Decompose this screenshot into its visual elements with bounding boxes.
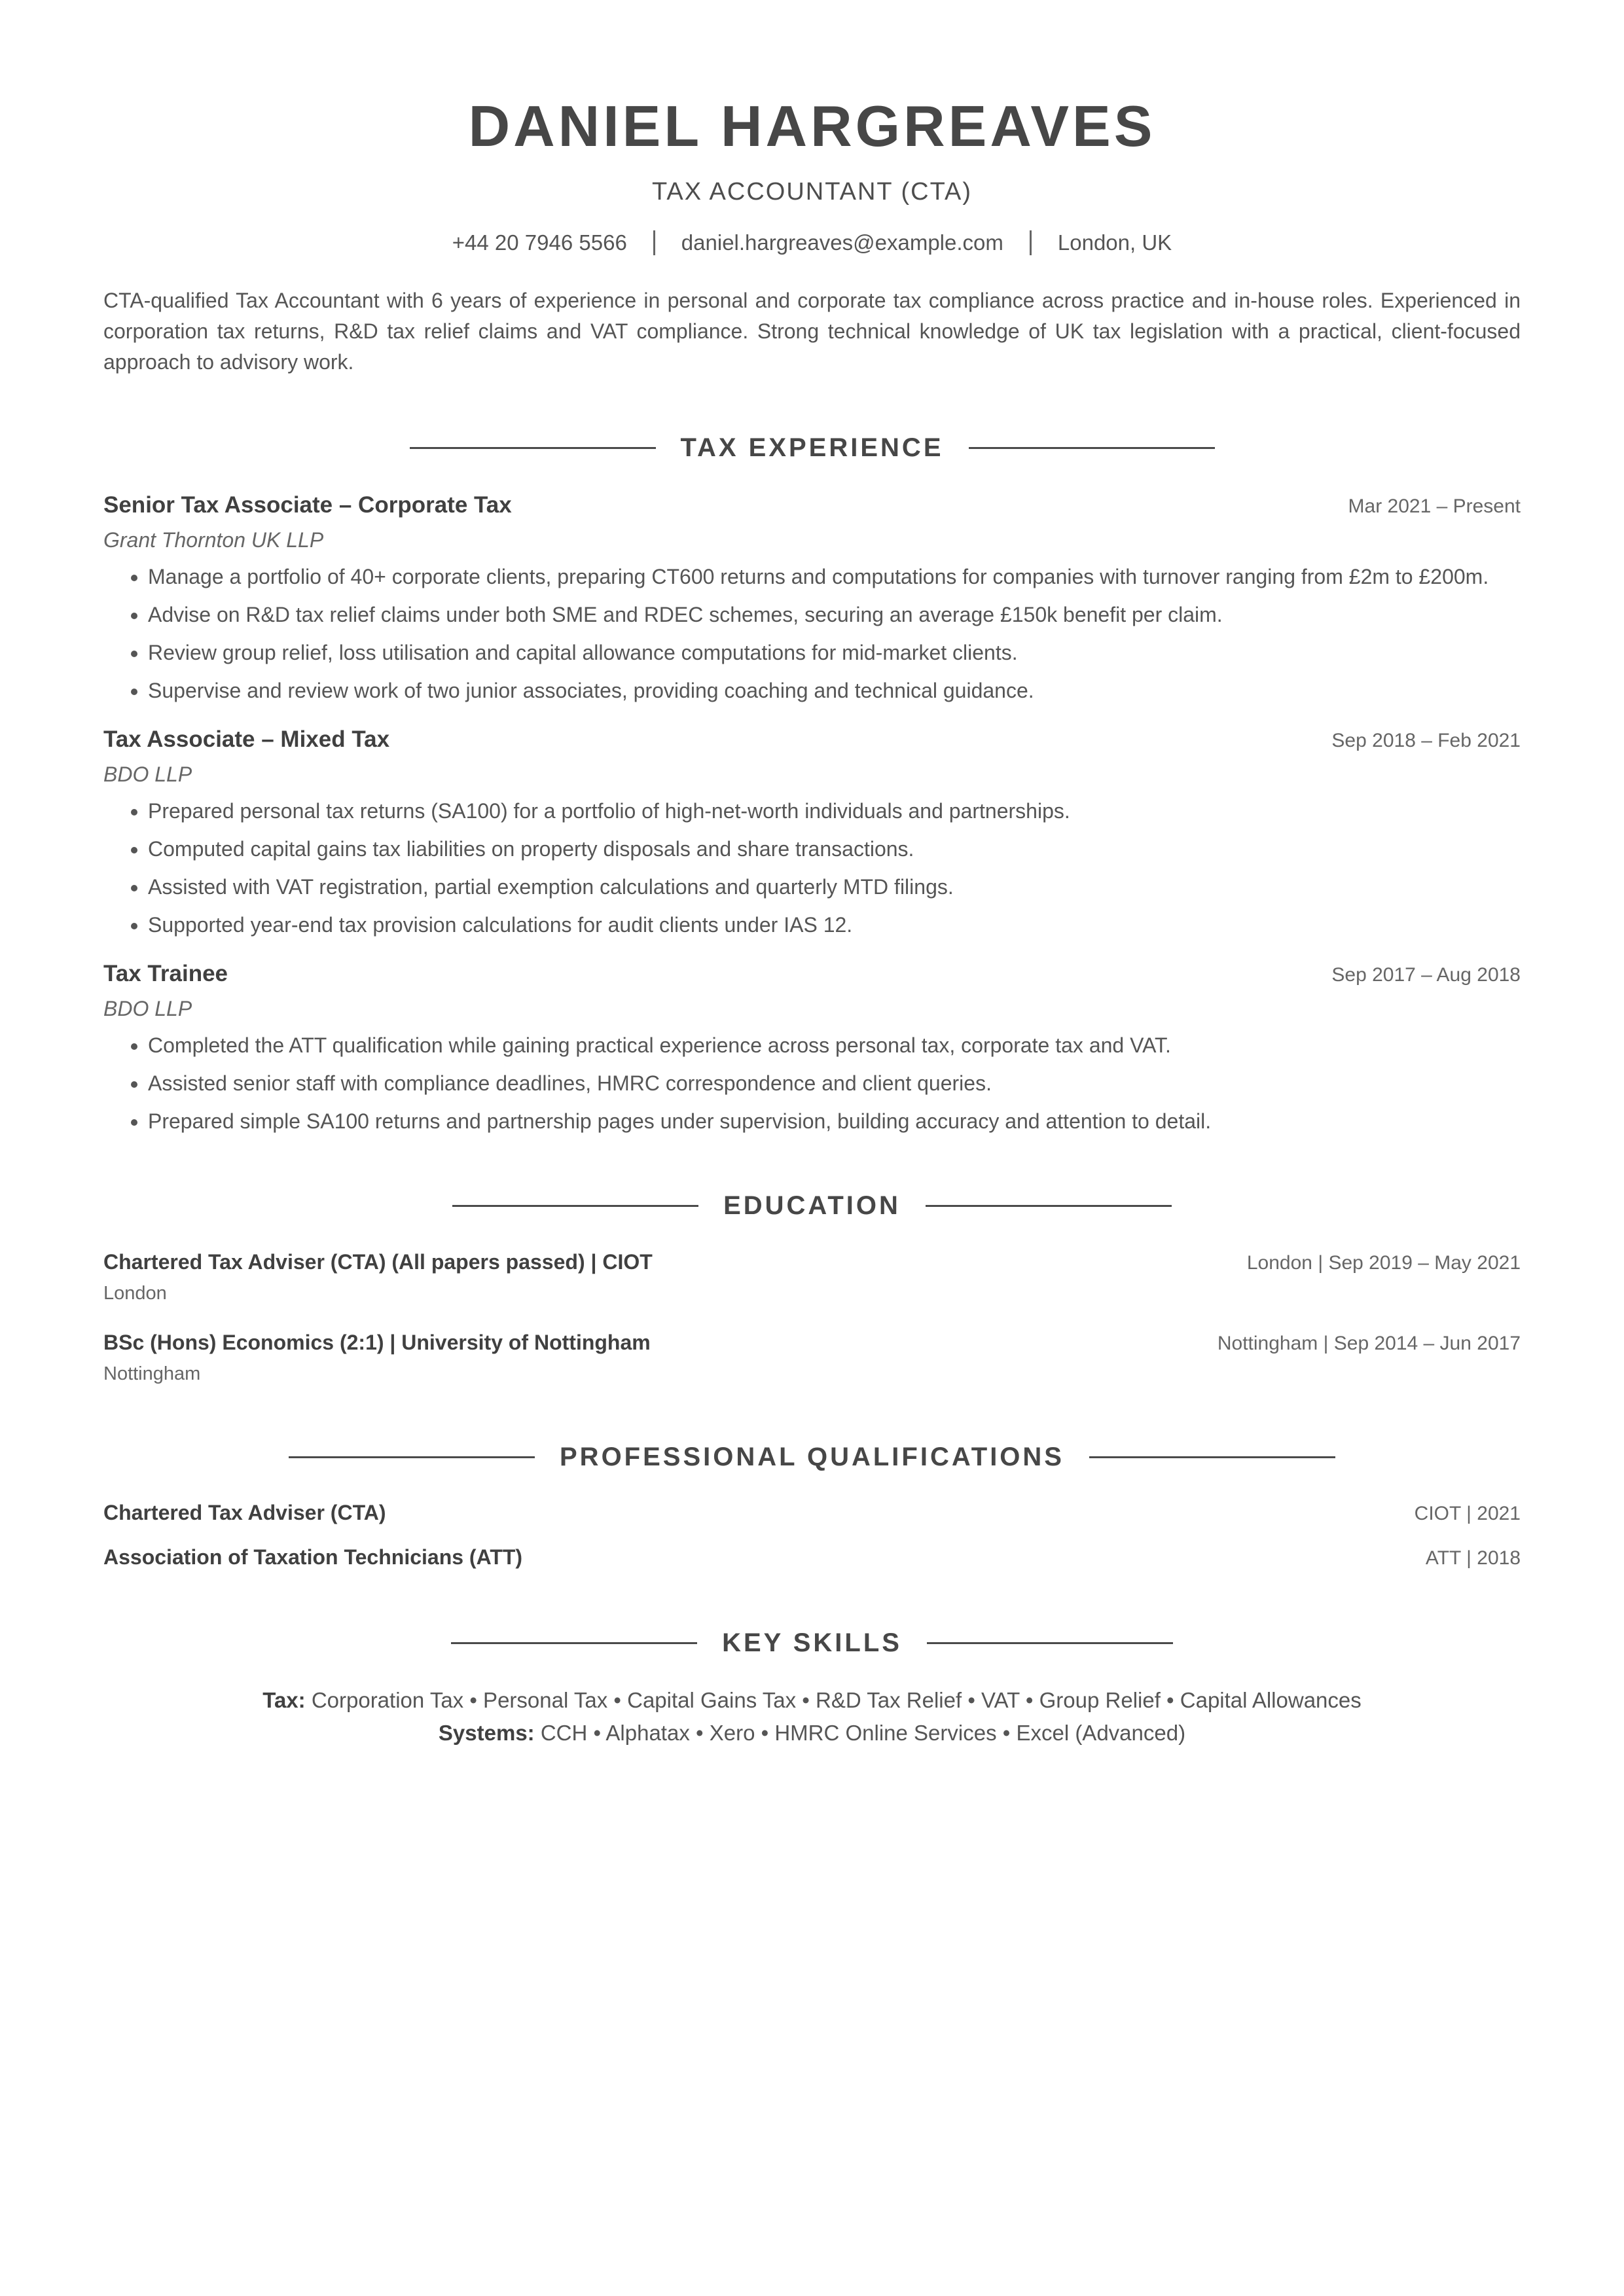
job-entry [103, 958, 1521, 1136]
degree-title: BSc (Hons) Economics (2:1) | University of Nottingham [103, 1331, 651, 1354]
section-header-education [103, 1189, 1521, 1222]
heading-rule [927, 1642, 1173, 1644]
bullet-item: • Review group relief, loss utilisation and capital allowance computations for mid-market clients. [148, 638, 1521, 667]
job-entry [103, 489, 1521, 705]
education-meta: Nottingham | Sep 2014 – Jun 2017 [1217, 1333, 1521, 1354]
bullet-item: • Prepared simple SA100 returns and partnership pages under supervision, building accuracy and attention to detail. [148, 1107, 1521, 1136]
section-title: EDUCATION [723, 1191, 901, 1220]
skills-label: Systems: [438, 1721, 535, 1745]
job-title: Senior Tax Associate – Corporate Tax [103, 492, 512, 518]
heading-rule [452, 1205, 698, 1207]
company-name: BDO LLP [103, 762, 192, 786]
bullet-item: • Advise on R&D tax relief claims under both SME and RDEC schemes, securing an average £150k benefit per claim. [148, 600, 1521, 629]
heading-rule [969, 447, 1215, 449]
contact-divider [1030, 230, 1032, 255]
degree-title: Chartered Tax Adviser (CTA) (All papers passed) | CIOT [103, 1250, 653, 1274]
job-title: Tax Associate – Mixed Tax [103, 726, 390, 752]
section-header-experience [103, 431, 1521, 464]
skills-block [103, 1684, 1521, 1749]
education-location: London [103, 1283, 167, 1304]
company-name: BDO LLP [103, 997, 192, 1020]
heading-rule [451, 1642, 697, 1644]
section-title: KEY SKILLS [722, 1628, 902, 1657]
section-title: TAX EXPERIENCE [680, 433, 944, 462]
qualification-title: Chartered Tax Adviser (CTA) [103, 1501, 386, 1524]
qualification-entry [103, 1498, 1521, 1528]
bullet-item: • Assisted senior staff with compliance deadlines, HMRC correspondence and client queries. [148, 1069, 1521, 1098]
job-dates: Mar 2021 – Present [1348, 495, 1521, 517]
job-entry [103, 723, 1521, 939]
profile-summary: CTA-qualified Tax Accountant with 6 years of experience in personal and corporate tax compliance across practice and in-house roles. Experienced in corporation tax returns, R&D tax relief claims and VAT compliance. Strong technical knowledge of UK tax legislation with a practical, client-focused approach to advisory work. [103, 289, 1521, 374]
skills-line-tax [103, 1684, 1521, 1717]
bullet-item: • Completed the ATT qualification while gaining practical experience across personal tax, corporate tax and VAT. [148, 1031, 1521, 1060]
job-bullets [103, 562, 1521, 705]
heading-rule [1089, 1456, 1335, 1458]
company-name: Grant Thornton UK LLP [103, 528, 324, 552]
bullet-item: • Supervise and review work of two junior associates, providing coaching and technical guidance. [148, 676, 1521, 705]
job-dates: Sep 2018 – Feb 2021 [1331, 730, 1521, 751]
bullet-item: • Prepared personal tax returns (SA100) for a portfolio of high-net-worth individuals and partnerships. [148, 797, 1521, 825]
qualification-meta: ATT | 2018 [1425, 1547, 1521, 1569]
bullet-item: • Manage a portfolio of 40+ corporate clients, preparing CT600 returns and computations for companies with turnover ranging from £2m to £200m. [148, 562, 1521, 591]
bullet-item: • Assisted with VAT registration, partial exemption calculations and quarterly MTD filings. [148, 872, 1521, 901]
education-entry [103, 1247, 1521, 1306]
education-entry [103, 1327, 1521, 1387]
education-meta: London | Sep 2019 – May 2021 [1246, 1252, 1521, 1274]
skills-value: CCH • Alphatax • Xero • HMRC Online Services • Excel (Advanced) [540, 1721, 1186, 1745]
bullet-item: • Computed capital gains tax liabilities on property disposals and share transactions. [148, 834, 1521, 863]
education-location: Nottingham [103, 1363, 201, 1384]
skills-value: Corporation Tax • Personal Tax • Capital Gains Tax • R&D Tax Relief • VAT • Group Relief • Capital Allowances [311, 1688, 1362, 1712]
email-address: daniel.hargreaves@example.com [681, 230, 1003, 255]
contact-divider [653, 230, 655, 255]
job-dates: Sep 2017 – Aug 2018 [1331, 964, 1521, 986]
section-title: PROFESSIONAL QUALIFICATIONS [560, 1443, 1064, 1471]
qualification-entry [103, 1543, 1521, 1573]
heading-rule [926, 1205, 1172, 1207]
contact-bar [103, 228, 1521, 258]
job-title-subtitle: TAX ACCOUNTANT (CTA) [652, 178, 972, 206]
job-bullets [103, 1031, 1521, 1136]
phone-number: +44 20 7946 5566 [452, 230, 627, 255]
job-bullets [103, 797, 1521, 939]
heading-rule [289, 1456, 535, 1458]
qualification-title: Association of Taxation Technicians (ATT) [103, 1545, 523, 1569]
skills-line-systems [103, 1717, 1521, 1749]
candidate-name: DANIEL HARGREAVES [468, 94, 1156, 158]
job-title: Tax Trainee [103, 961, 228, 986]
section-header-qualifications [103, 1441, 1521, 1473]
section-header-skills [103, 1626, 1521, 1659]
bullet-item: • Supported year-end tax provision calculations for audit clients under IAS 12. [148, 910, 1521, 939]
qualification-meta: CIOT | 2021 [1414, 1503, 1521, 1524]
skills-label: Tax: [262, 1688, 306, 1712]
location: London, UK [1057, 230, 1172, 255]
heading-rule [410, 447, 656, 449]
